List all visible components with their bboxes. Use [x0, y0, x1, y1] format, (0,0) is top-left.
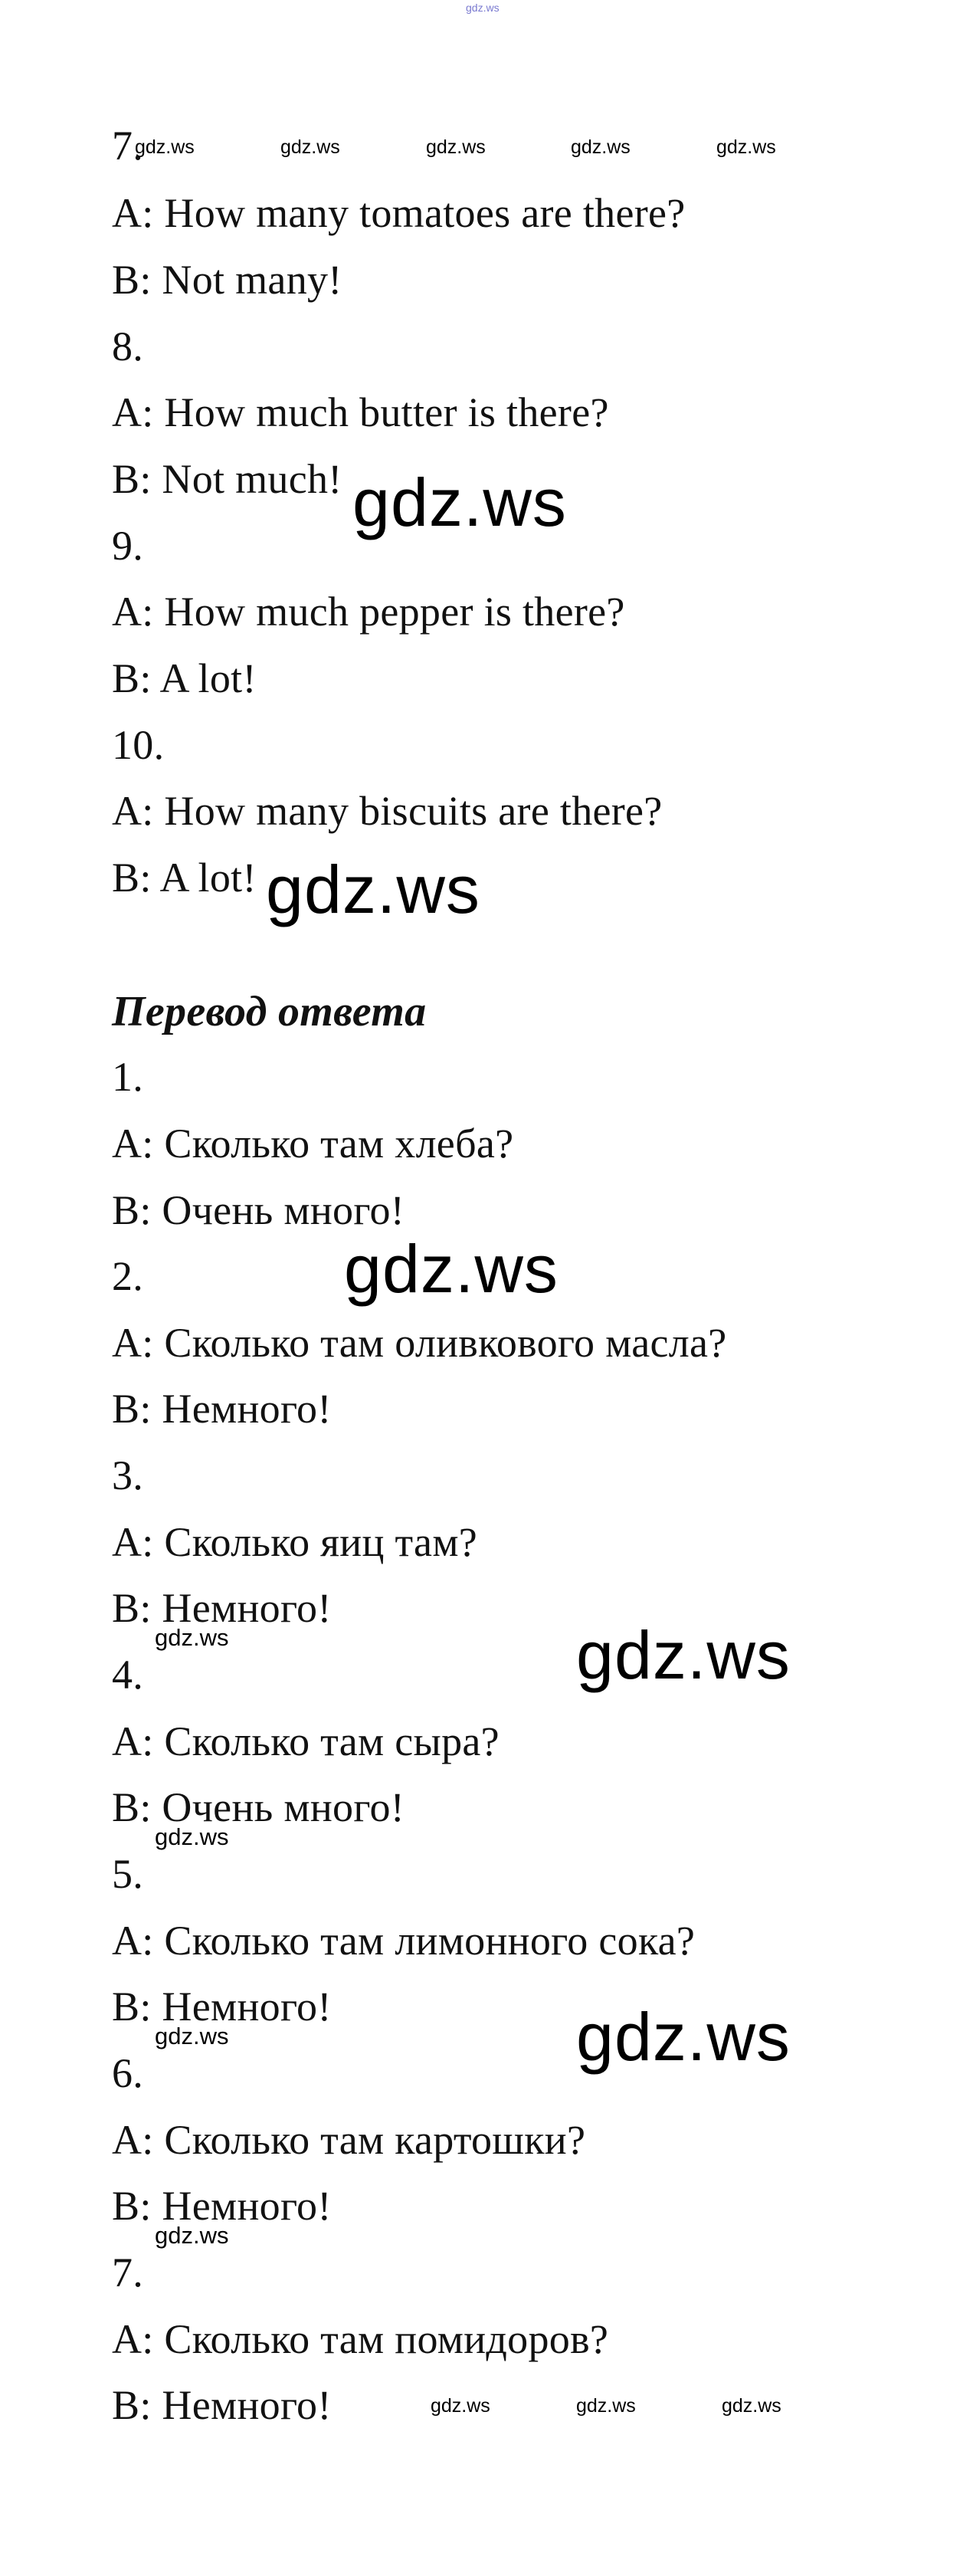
ru-item-7-question: A: Сколько там помидоров? [112, 2316, 609, 2362]
watermark-large: gdz.ws [344, 1231, 559, 1307]
ru-item-2-answer: B: Немного! [112, 1386, 332, 1432]
translation-heading: Перевод ответа [112, 988, 427, 1035]
watermark-small: gdz.ws [155, 1624, 229, 1651]
watermark-small: gdz.ws [716, 136, 776, 158]
ru-item-3-answer: B: Немного! [112, 1585, 332, 1631]
ru-item-4-number: 4. [112, 1652, 144, 1698]
ru-item-1-question: A: Сколько там хлеба? [112, 1121, 514, 1167]
watermark-small: gdz.ws [155, 2023, 229, 2049]
item-7-answer: B: Not many! [112, 257, 342, 303]
ru-item-3-number: 3. [112, 1452, 144, 1498]
item-9-number: 9. [112, 523, 144, 569]
watermark-large: gdz.ws [576, 1617, 791, 1693]
watermark-large: gdz.ws [576, 1999, 791, 2075]
ru-item-6-answer: B: Немного! [112, 2183, 332, 2229]
item-7-number: 7. [112, 123, 144, 169]
ru-item-6-number: 6. [112, 2050, 144, 2096]
watermark-small: gdz.ws [426, 136, 486, 158]
item-8-number: 8. [112, 323, 144, 369]
item-8-answer: B: Not much! [112, 456, 342, 502]
watermark-small: gdz.ws [135, 136, 195, 158]
item-10-number: 10. [112, 722, 165, 768]
watermark-small: gdz.ws [431, 2395, 490, 2417]
item-9-answer: B: A lot! [112, 655, 257, 701]
ru-item-1-number: 1. [112, 1054, 144, 1100]
watermark-small: gdz.ws [571, 136, 631, 158]
ru-item-7-answer: B: Немного! [112, 2382, 332, 2428]
item-8-question: A: How much butter is there? [112, 389, 609, 435]
ru-item-7-number: 7. [112, 2249, 144, 2295]
watermark-top: gdz.ws [466, 2, 500, 14]
ru-item-4-question: A: Сколько там сыра? [112, 1718, 500, 1764]
ru-item-5-question: A: Сколько там лимонного сока? [112, 1918, 696, 1964]
ru-item-6-question: A: Сколько там картошки? [112, 2117, 586, 2163]
watermark-large: gdz.ws [266, 852, 480, 927]
watermark-small: gdz.ws [155, 2222, 229, 2249]
item-9-question: A: How much pepper is there? [112, 589, 625, 635]
ru-item-1-answer: B: Очень много! [112, 1187, 405, 1233]
ru-item-4-answer: B: Очень много! [112, 1784, 405, 1830]
watermark-small: gdz.ws [576, 2395, 636, 2417]
item-10-question: A: How many biscuits are there? [112, 788, 663, 834]
ru-item-5-answer: B: Немного! [112, 1984, 332, 2030]
ru-item-2-number: 2. [112, 1253, 144, 1299]
ru-item-3-question: A: Сколько яиц там? [112, 1519, 478, 1565]
ru-item-2-question: A: Сколько там оливкового масла? [112, 1320, 727, 1366]
watermark-small: gdz.ws [722, 2395, 781, 2417]
item-10-answer: B: A lot! [112, 855, 257, 901]
watermark-small: gdz.ws [280, 136, 340, 158]
item-7-question: A: How many tomatoes are there? [112, 190, 686, 236]
watermark-small: gdz.ws [155, 1823, 229, 1850]
watermark-large: gdz.ws [352, 464, 567, 540]
ru-item-5-number: 5. [112, 1851, 144, 1897]
